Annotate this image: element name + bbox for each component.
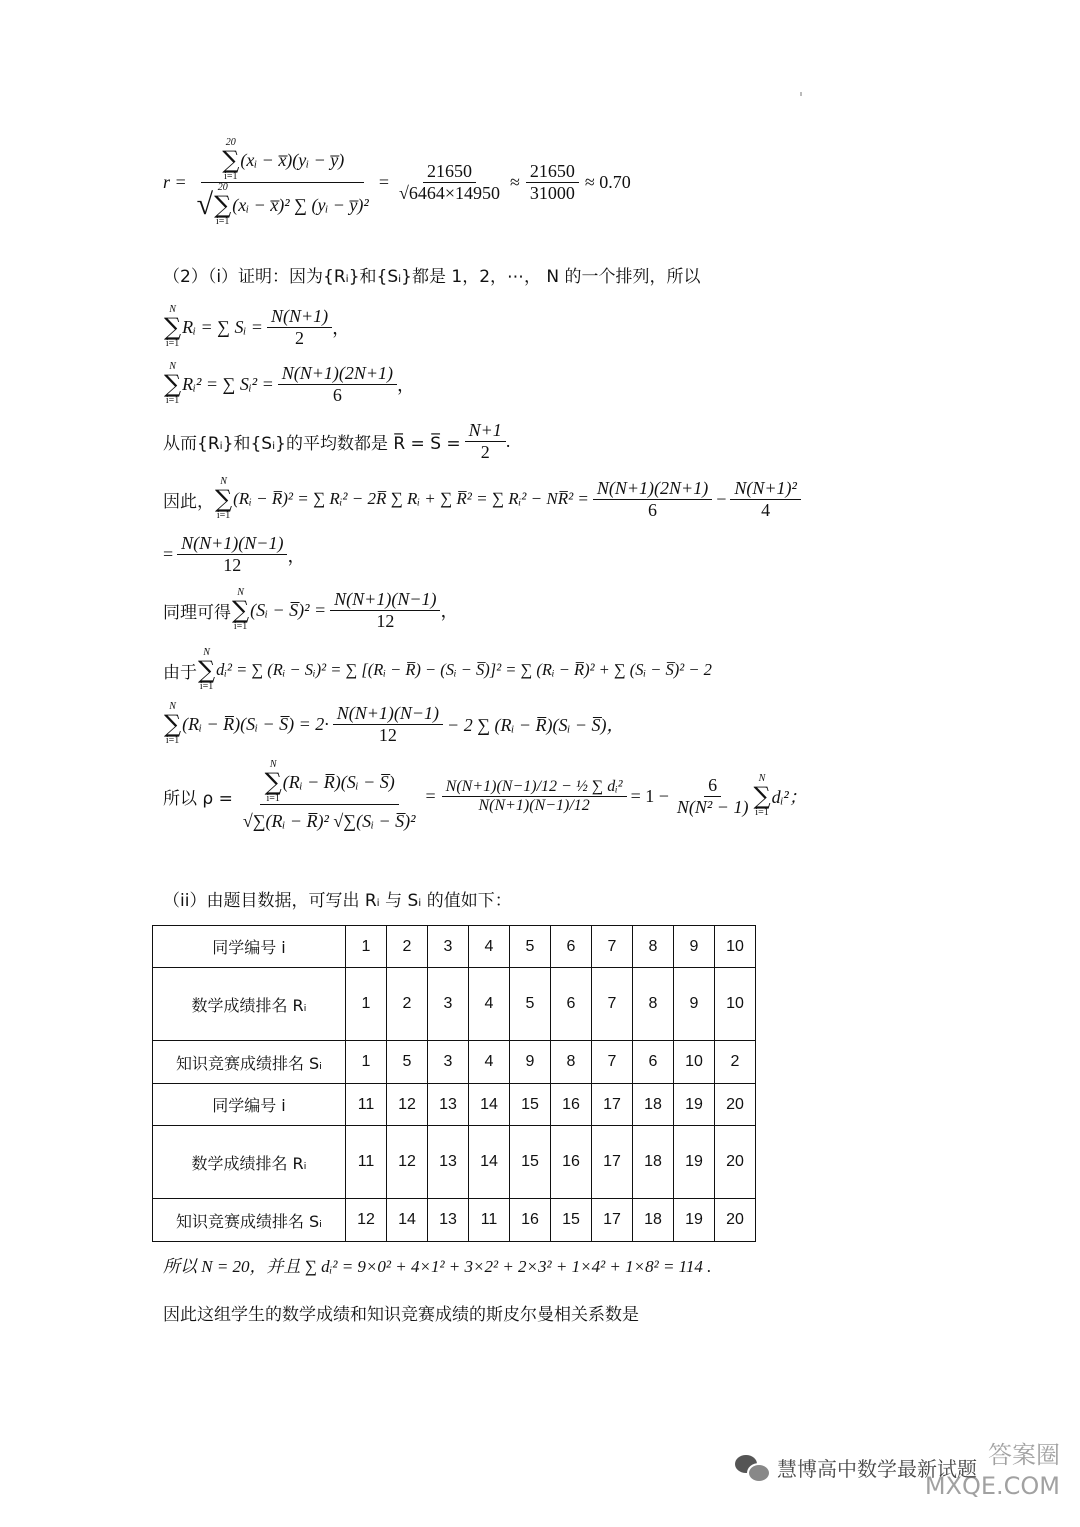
table-cell: 9 bbox=[674, 926, 715, 968]
conclusion-line: 因此这组学生的数学成绩和知识竞赛成绩的斯皮尔曼相关系数是 bbox=[163, 1305, 639, 1325]
table-cell: 20 bbox=[715, 1126, 756, 1199]
table-cell: 7 bbox=[592, 1041, 633, 1084]
table-cell: 19 bbox=[674, 1084, 715, 1126]
row-header: 知识竞赛成绩排名 Sᵢ bbox=[153, 1041, 346, 1084]
table-cell: 20 bbox=[715, 1199, 756, 1242]
formula-r-lhs: r = bbox=[163, 172, 187, 192]
table-row bbox=[153, 968, 756, 1041]
table-cell: 11 bbox=[346, 1126, 387, 1199]
table-cell: 20 bbox=[715, 1084, 756, 1126]
table-cell: 3 bbox=[428, 926, 469, 968]
table-cell: 11 bbox=[469, 1199, 510, 1242]
table-cell: 19 bbox=[674, 1199, 715, 1242]
table-cell: 14 bbox=[387, 1199, 428, 1242]
table-cell: 8 bbox=[633, 926, 674, 968]
table-cell: 4 bbox=[469, 1041, 510, 1084]
eq-sum-r2: N ∑ i=1 Rᵢ² = ∑ Sᵢ² = $\frac{N(N+1)(2N+1)}{6}$ ， bbox=[164, 361, 416, 406]
table-cell: 10 bbox=[715, 926, 756, 968]
table-row bbox=[153, 1199, 756, 1242]
page-marker bbox=[800, 92, 802, 96]
table-cell: 6 bbox=[633, 1041, 674, 1084]
table-cell: 15 bbox=[551, 1199, 592, 1242]
table-cell: 13 bbox=[428, 1084, 469, 1126]
table-cell: 16 bbox=[510, 1199, 551, 1242]
row-header: 数学成绩排名 Rᵢ bbox=[153, 1126, 346, 1199]
table-cell: 6 bbox=[551, 926, 592, 968]
table-cell: 15 bbox=[510, 1084, 551, 1126]
table-cell: 19 bbox=[674, 1126, 715, 1199]
row-header: 知识竞赛成绩排名 Sᵢ bbox=[153, 1199, 346, 1242]
table-cell: 3 bbox=[428, 968, 469, 1041]
table-row bbox=[153, 1041, 756, 1084]
table-cell: 6 bbox=[551, 968, 592, 1041]
table-cell: 2 bbox=[387, 926, 428, 968]
table-row bbox=[153, 1126, 756, 1199]
since-cont: N ∑ i=1 (Rᵢ − R̅)(Sᵢ − S̅) = 2· $\frac{N(N+1)(N-1)}{12}$ − 2 ∑ (Rᵢ − R̅)(Sᵢ − S̅)， bbox=[164, 701, 625, 746]
table-cell: 9 bbox=[510, 1041, 551, 1084]
formula-r-denominator: (xᵢ − x̅)² ∑ (yᵢ − y̅)² bbox=[232, 194, 369, 215]
table-cell: 8 bbox=[551, 1041, 592, 1084]
watermark-logo: 答案圈 MXQE.COM bbox=[924, 1441, 1060, 1501]
table-cell: 10 bbox=[715, 968, 756, 1041]
wechat-icon bbox=[735, 1453, 769, 1481]
formula-r: r = 20 ∑ i=1 (xᵢ − x̅)(yᵢ − y̅) √ 20 ∑ i=1 (xᵢ − x̅)² ∑ (yᵢ − y̅)² = $\frac{21650}{√6464\times 14950}$ ≈ $\frac{21650}{31000}$ ≈ 0.70 bbox=[163, 137, 631, 227]
table-cell: 10 bbox=[674, 1041, 715, 1084]
table-row bbox=[153, 1084, 756, 1126]
formula-r-numerator: (xᵢ − x̅)(yᵢ − y̅) bbox=[240, 149, 345, 170]
watermark-text: 慧博高中数学最新试题 bbox=[777, 1456, 977, 1481]
table-cell: 1 bbox=[346, 926, 387, 968]
table-cell: 5 bbox=[510, 968, 551, 1041]
rho-line: 所以 ρ = N ∑ i=1 (Rᵢ − R̅)(Sᵢ − S̅) √∑(Rᵢ − R̅)² √∑(Sᵢ − S̅)² = $\frac{\text{N(N+1)(N−1)/12 − ½ ∑ dᵢ²}}{N(N+1)(N-1)/12}$ = 1 − $\frac{6}{\text{N(N² − 1)}}$ N ∑ i=1 dᵢ²； bbox=[163, 759, 807, 831]
formula-r-main-fraction: 20 ∑ i=1 (xᵢ − x̅)(yᵢ − y̅) √ 20 ∑ i=1 (xᵢ − x̅)² ∑ (yᵢ − y̅)² bbox=[196, 137, 369, 227]
table-cell: 15 bbox=[510, 1126, 551, 1199]
table-cell: 14 bbox=[469, 1084, 510, 1126]
rank-table bbox=[152, 925, 756, 1242]
table-cell: 3 bbox=[428, 1041, 469, 1084]
table-cell: 12 bbox=[387, 1126, 428, 1199]
table-cell: 17 bbox=[592, 1199, 633, 1242]
table-cell: 4 bbox=[469, 926, 510, 968]
part-ii-intro: （ii）由题目数据，可写出 Rᵢ 与 Sᵢ 的值如下： bbox=[163, 891, 512, 911]
part2-intro: （2）（i）证明：因为{Rᵢ}和{Sᵢ}都是 1，2，⋯， N 的一个排列，所以 bbox=[163, 267, 701, 287]
table-cell: 12 bbox=[346, 1199, 387, 1242]
table-cell: 13 bbox=[428, 1126, 469, 1199]
table-cell: 5 bbox=[387, 1041, 428, 1084]
table-cell: 8 bbox=[633, 968, 674, 1041]
table-cell: 16 bbox=[551, 1126, 592, 1199]
similarly-line: 同理可得 N ∑ i=1 (Sᵢ − S̅)² = $\frac{N(N+1)(N-1)}{12}$ ， bbox=[163, 587, 459, 632]
table-cell: 7 bbox=[592, 926, 633, 968]
table-cell: 1 bbox=[346, 1041, 387, 1084]
formula-r-step2: $\frac{21650}{31000}$ bbox=[526, 161, 579, 204]
table-cell: 7 bbox=[592, 968, 633, 1041]
table-cell: 9 bbox=[674, 968, 715, 1041]
table-cell: 4 bbox=[469, 968, 510, 1041]
table-cell: 5 bbox=[510, 926, 551, 968]
since-line: 由于 N ∑ i=1 dᵢ² = ∑ (Rᵢ − Sᵢ)² = ∑ [(Rᵢ − R̅) − (Sᵢ − S̅)]² = ∑ (Rᵢ − R̅)² + ∑ (Sᵢ − S̅)² − 2 bbox=[163, 647, 712, 692]
table-row bbox=[153, 926, 756, 968]
table-cell: 16 bbox=[551, 1084, 592, 1126]
row-header: 同学编号 i bbox=[153, 926, 346, 968]
table-cell: 12 bbox=[387, 1084, 428, 1126]
therefore-result: = $\frac{N(N+1)(N-1)}{12}$ ， bbox=[163, 533, 306, 575]
formula-r-step1: $\frac{21650}{√6464\times 14950}$ bbox=[398, 161, 500, 203]
table-cell: 17 bbox=[592, 1126, 633, 1199]
therefore-line: 因此， N ∑ i=1 (Rᵢ − R̅)² = ∑ Rᵢ² − 2R̅ ∑ Rᵢ + ∑ R̅² = ∑ Rᵢ² − NR̅² = $\frac{N(N+1)(2N+1)}{6}$ − $\frac{\text{N(N+1)²}}{4}$ bbox=[163, 477, 801, 521]
mean-line: 从而{Rᵢ}和{Sᵢ}的平均数都是 R̅ = S̅ = $\frac{N+1}{2}$ . bbox=[163, 420, 511, 462]
table-cell: 18 bbox=[633, 1126, 674, 1199]
table-cell: 13 bbox=[428, 1199, 469, 1242]
table-cell: 2 bbox=[387, 968, 428, 1041]
eq-sum-r: N ∑ i=1 Rᵢ = ∑ Sᵢ = $\frac{N(N+1)}{2}$ ， bbox=[164, 304, 351, 349]
final-line: 所以 N = 20，并且 ∑ dᵢ² = 9×0² + 4×1² + 3×2² + 2×3² + 1×4² + 1×8² = 114 . bbox=[163, 1257, 712, 1276]
table-cell: 2 bbox=[715, 1041, 756, 1084]
row-header: 同学编号 i bbox=[153, 1084, 346, 1126]
row-header: 数学成绩排名 Rᵢ bbox=[153, 968, 346, 1041]
table-cell: 18 bbox=[633, 1199, 674, 1242]
formula-r-result: ≈ 0.70 bbox=[584, 172, 631, 192]
table-cell: 11 bbox=[346, 1084, 387, 1126]
table-cell: 18 bbox=[633, 1084, 674, 1126]
table-cell: 1 bbox=[346, 968, 387, 1041]
table-cell: 17 bbox=[592, 1084, 633, 1126]
table-cell: 14 bbox=[469, 1126, 510, 1199]
